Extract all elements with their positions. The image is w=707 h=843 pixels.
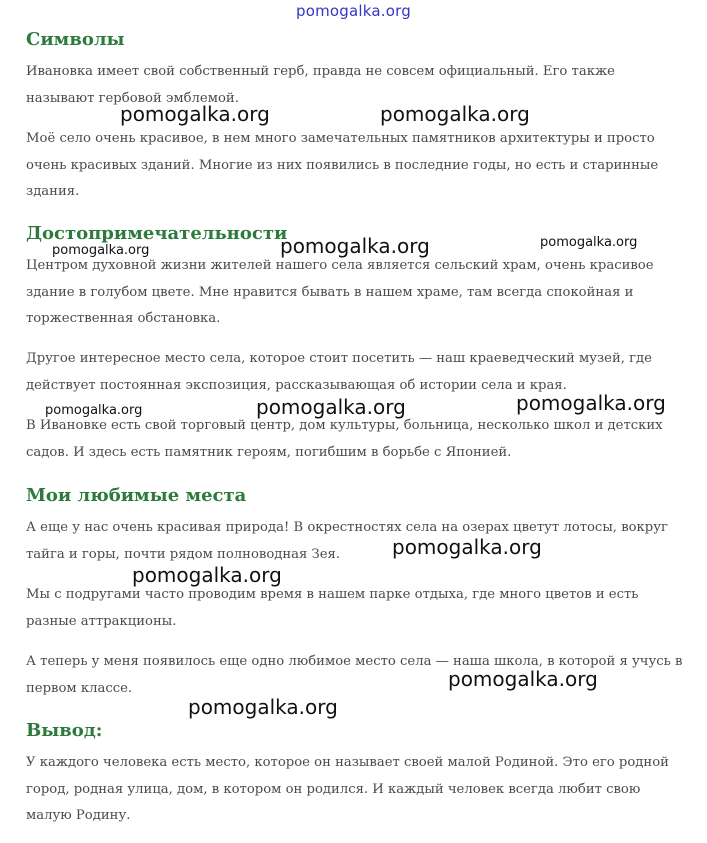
watermark: pomogalka.org (516, 391, 666, 415)
section-heading-conclusion: Вывод: (26, 720, 103, 741)
watermark: pomogalka.org (280, 234, 430, 258)
watermark: pomogalka.org (448, 667, 598, 691)
watermark: pomogalka.org (540, 235, 638, 250)
watermark: pomogalka.org (45, 403, 143, 418)
watermark: pomogalka.org (392, 535, 542, 559)
watermark: pomogalka.org (52, 243, 150, 258)
watermark: pomogalka.org (188, 695, 338, 719)
paragraph: Моё село очень красивое, в нем много замечательных памятников архитектуры и просто очень красивых зданий. Многие из них появились в последние годы, но есть и старинные здания. (26, 131, 659, 199)
watermark: pomogalka.org (380, 102, 530, 126)
paragraph: Другое интересное место села, которое стоит посетить — наш краеведческий музей, где действует постоянная экспозиция, рассказывающая об истории села и края. (26, 351, 652, 393)
paragraph: Мы с подругами часто проводим время в нашем парке отдыха, где много цветов и есть разные аттракционы. (26, 587, 639, 629)
section-heading-favorite-places: Мои любимые места (26, 485, 247, 506)
paragraph: А теперь у меня появилось еще одно любимое место села — наша школа, в которой я учусь в первом классе. (26, 654, 683, 696)
watermark: pomogalka.org (132, 563, 282, 587)
paragraph: А еще у нас очень красивая природа! В окрестностях села на озерах цветут лотосы, вокруг тайга и горы, почти рядом полноводная Зея. (26, 520, 668, 562)
paragraph: Ивановка имеет свой собственный герб, правда не совсем официальный. Его также называют гербовой эмблемой. (26, 64, 615, 106)
watermark: pomogalka.org (256, 395, 406, 419)
site-watermark-top: pomogalka.org (296, 2, 411, 20)
paragraph: В Ивановке есть свой торговый центр, дом культуры, больница, несколько школ и детских садов. И здесь есть памятник героям, погибшим в борьбе с Японией. (26, 418, 663, 460)
watermark: pomogalka.org (120, 102, 270, 126)
section-heading-symbols: Символы (26, 29, 125, 50)
section-heading-sights: Достопримечательности (26, 223, 288, 244)
paragraph: Центром духовной жизни жителей нашего села является сельский храм, очень красивое здание в голубом цвете. Мне нравится бывать в нашем храме, там всегда спокойная и торжественная обстановка. (26, 258, 654, 326)
paragraph: У каждого человека есть место, которое он называет своей малой Родиной. Это его родной город, родная улица, дом, в котором он родился. И каждый человек всегда любит свою малую Родину. (26, 755, 669, 823)
